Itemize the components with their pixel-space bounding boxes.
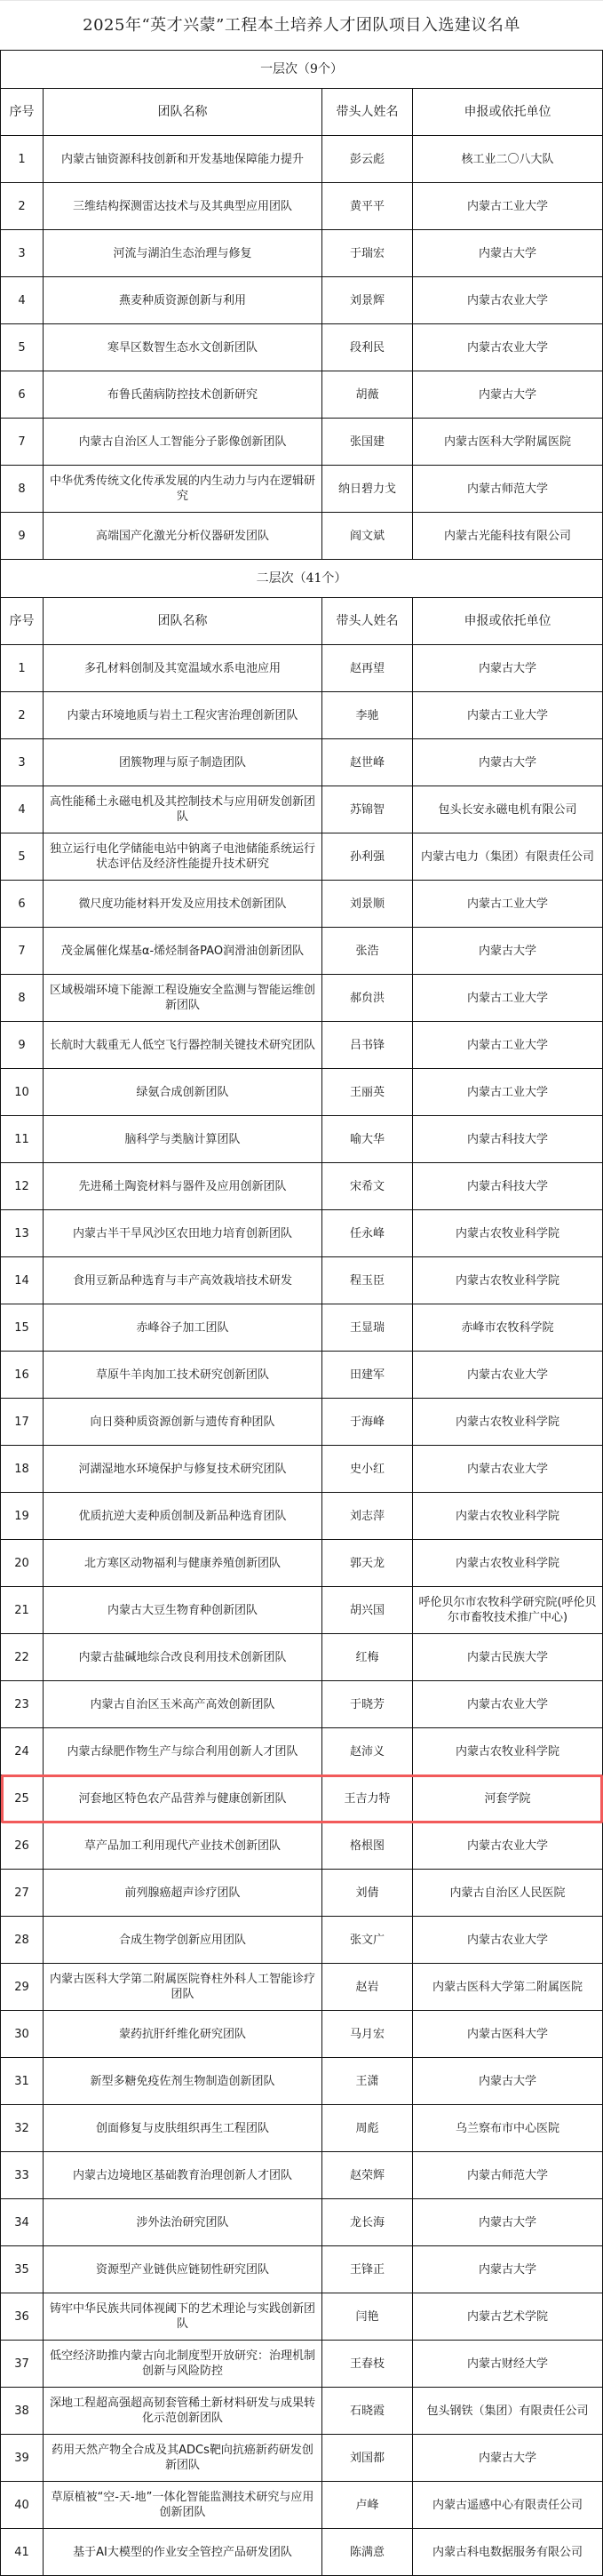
row-seq: 7 xyxy=(1,928,44,975)
row-seq: 4 xyxy=(1,277,44,324)
row-seq: 2 xyxy=(1,692,44,739)
table-row xyxy=(1,1587,603,1634)
table-row xyxy=(1,1116,603,1163)
row-seq: 32 xyxy=(1,2105,44,2152)
row-leader: 宋希文 xyxy=(322,1163,413,1210)
row-team-name: 内蒙古医科大学第二附属医院脊柱外科人工智能诊疗团队 xyxy=(44,1964,322,2011)
row-leader: 孙利强 xyxy=(322,833,413,881)
row-seq: 15 xyxy=(1,1304,44,1352)
row-seq: 20 xyxy=(1,1540,44,1587)
row-unit: 包头钢铁（集团）有限责任公司 xyxy=(413,2388,603,2435)
table-row xyxy=(1,371,603,419)
row-leader: 闫艳 xyxy=(322,2293,413,2341)
section-label: 二层次（41个） xyxy=(1,560,603,598)
row-seq: 36 xyxy=(1,2293,44,2341)
row-seq: 5 xyxy=(1,324,44,371)
row-leader: 格根图 xyxy=(322,1822,413,1870)
column-header-row xyxy=(1,598,603,645)
row-seq: 13 xyxy=(1,1210,44,1257)
row-seq: 4 xyxy=(1,786,44,833)
table-row xyxy=(1,833,603,881)
row-team-name: 药用天然产物全合成及其ADCs靶向抗癌新药研发创新团队 xyxy=(44,2435,322,2482)
row-seq: 27 xyxy=(1,1870,44,1917)
row-unit: 内蒙古农业大学 xyxy=(413,324,603,371)
row-leader: 阎文斌 xyxy=(322,513,413,560)
table-row xyxy=(1,324,603,371)
table-row xyxy=(1,1728,603,1775)
row-seq: 12 xyxy=(1,1163,44,1210)
row-unit: 内蒙古光能科技有限公司 xyxy=(413,513,603,560)
row-unit: 内蒙古工业大学 xyxy=(413,1069,603,1116)
row-team-name: 脑科学与类脑计算团队 xyxy=(44,1116,322,1163)
row-team-name: 内蒙古半干旱风沙区农田地力培育创新团队 xyxy=(44,1210,322,1257)
row-seq: 11 xyxy=(1,1116,44,1163)
row-team-name: 优质抗逆大麦种质创制及新品种选育团队 xyxy=(44,1493,322,1540)
row-leader: 刘倩 xyxy=(322,1870,413,1917)
table-row xyxy=(1,1870,603,1917)
row-unit: 内蒙古电力（集团）有限责任公司 xyxy=(413,833,603,881)
row-unit: 内蒙古工业大学 xyxy=(413,692,603,739)
row-leader: 赵再望 xyxy=(322,645,413,692)
row-leader: 陈满意 xyxy=(322,2529,413,2576)
row-team-name: 深地工程超高强超高韧套管稀土新材料研发与成果转化示范创新团队 xyxy=(44,2388,322,2435)
row-unit: 内蒙古财经大学 xyxy=(413,2341,603,2388)
row-team-name: 河流与湖泊生态治理与修复 xyxy=(44,230,322,277)
row-leader: 石晓霞 xyxy=(322,2388,413,2435)
row-seq: 5 xyxy=(1,833,44,881)
row-leader: 王丽英 xyxy=(322,1069,413,1116)
row-leader: 张国建 xyxy=(322,419,413,466)
row-unit: 内蒙古农牧业科学院 xyxy=(413,1540,603,1587)
row-unit: 内蒙古科电数据服务有限公司 xyxy=(413,2529,603,2576)
table-row xyxy=(1,1210,603,1257)
row-leader: 马月宏 xyxy=(322,2011,413,2058)
row-seq: 38 xyxy=(1,2388,44,2435)
row-leader: 于瑞宏 xyxy=(322,230,413,277)
row-leader: 王显瑞 xyxy=(322,1304,413,1352)
row-seq: 1 xyxy=(1,136,44,183)
row-unit: 内蒙古医科大学第二附属医院 xyxy=(413,1964,603,2011)
row-team-name: 涉外法治研究团队 xyxy=(44,2199,322,2246)
team-list-table xyxy=(0,50,603,2576)
row-team-name: 合成生物学创新应用团队 xyxy=(44,1917,322,1964)
row-seq: 31 xyxy=(1,2058,44,2105)
row-leader: 胡薇 xyxy=(322,371,413,419)
column-header-leader: 带头人姓名 xyxy=(322,598,413,645)
row-unit: 内蒙古师范大学 xyxy=(413,466,603,513)
row-team-name: 先进稀土陶瓷材料与器件及应用创新团队 xyxy=(44,1163,322,1210)
table-row xyxy=(1,1257,603,1304)
row-leader: 刘国都 xyxy=(322,2435,413,2482)
row-unit: 内蒙古农业大学 xyxy=(413,1446,603,1493)
row-unit: 内蒙古遥感中心有限责任公司 xyxy=(413,2482,603,2529)
row-leader: 周彪 xyxy=(322,2105,413,2152)
row-seq: 28 xyxy=(1,1917,44,1964)
table-row xyxy=(1,2011,603,2058)
row-team-name: 北方寒区动物福利与健康养殖创新团队 xyxy=(44,1540,322,1587)
row-leader: 李驰 xyxy=(322,692,413,739)
table-row xyxy=(1,2105,603,2152)
row-leader: 吕书锋 xyxy=(322,1022,413,1069)
row-leader: 郭天龙 xyxy=(322,1540,413,1587)
row-team-name: 燕麦种质资源创新与利用 xyxy=(44,277,322,324)
row-unit: 内蒙古工业大学 xyxy=(413,881,603,928)
row-unit: 内蒙古农牧业科学院 xyxy=(413,1399,603,1446)
row-leader: 刘志萍 xyxy=(322,1493,413,1540)
table-row xyxy=(1,136,603,183)
row-seq: 10 xyxy=(1,1069,44,1116)
row-unit: 内蒙古工业大学 xyxy=(413,975,603,1022)
row-seq: 22 xyxy=(1,1634,44,1681)
row-team-name: 团簇物理与原子制造团队 xyxy=(44,739,322,786)
row-unit: 内蒙古工业大学 xyxy=(413,183,603,230)
row-team-name: 三维结构探测雷达技术与及其典型应用团队 xyxy=(44,183,322,230)
column-header-row xyxy=(1,89,603,136)
row-team-name: 内蒙古绿肥作物生产与综合利用创新人才团队 xyxy=(44,1728,322,1775)
row-unit: 内蒙古大学 xyxy=(413,645,603,692)
row-team-name: 向日葵种质资源创新与遗传育种团队 xyxy=(44,1399,322,1446)
row-leader: 龙长海 xyxy=(322,2199,413,2246)
row-seq: 1 xyxy=(1,645,44,692)
row-leader: 赵沛义 xyxy=(322,1728,413,1775)
section-header-row xyxy=(1,51,603,89)
row-unit: 呼伦贝尔市农牧科学研究院(呼伦贝尔市畜牧技术推广中心) xyxy=(413,1587,603,1634)
row-seq: 37 xyxy=(1,2341,44,2388)
row-leader: 赵世峰 xyxy=(322,739,413,786)
row-leader: 红梅 xyxy=(322,1634,413,1681)
table-row xyxy=(1,2293,603,2341)
row-team-name: 微尺度功能材料开发及应用技术创新团队 xyxy=(44,881,322,928)
column-header-team-name: 团队名称 xyxy=(44,598,322,645)
row-leader: 王潇 xyxy=(322,2058,413,2105)
table-row xyxy=(1,2482,603,2529)
row-leader: 于海峰 xyxy=(322,1399,413,1446)
row-seq: 6 xyxy=(1,371,44,419)
row-team-name: 内蒙古自治区人工智能分子影像创新团队 xyxy=(44,419,322,466)
table-row xyxy=(1,277,603,324)
table-row xyxy=(1,1634,603,1681)
row-leader: 郝贠洪 xyxy=(322,975,413,1022)
table-row xyxy=(1,2058,603,2105)
row-leader: 王锋正 xyxy=(322,2246,413,2293)
row-leader: 喻大华 xyxy=(322,1116,413,1163)
row-unit: 内蒙古民族大学 xyxy=(413,1634,603,1681)
column-header-unit: 申报或依托单位 xyxy=(413,598,603,645)
row-seq: 19 xyxy=(1,1493,44,1540)
row-unit: 内蒙古大学 xyxy=(413,2199,603,2246)
row-seq: 3 xyxy=(1,739,44,786)
table-row xyxy=(1,2246,603,2293)
row-leader: 赵荣辉 xyxy=(322,2152,413,2199)
row-unit: 内蒙古工业大学 xyxy=(413,1022,603,1069)
row-unit: 内蒙古医科大学 xyxy=(413,2011,603,2058)
row-unit: 内蒙古大学 xyxy=(413,928,603,975)
row-unit: 内蒙古大学 xyxy=(413,2246,603,2293)
row-team-name: 内蒙古自治区玉米高产高效创新团队 xyxy=(44,1681,322,1728)
table-row xyxy=(1,513,603,560)
row-leader: 任永峰 xyxy=(322,1210,413,1257)
row-leader: 彭云彪 xyxy=(322,136,413,183)
row-leader: 刘景辉 xyxy=(322,277,413,324)
table-row xyxy=(1,1304,603,1352)
table-row xyxy=(1,2152,603,2199)
row-team-name: 铸牢中华民族共同体视阈下的艺术理论与实践创新团队 xyxy=(44,2293,322,2341)
table-row xyxy=(1,2388,603,2435)
row-leader: 张浩 xyxy=(322,928,413,975)
row-unit: 内蒙古农业大学 xyxy=(413,1822,603,1870)
table-row xyxy=(1,183,603,230)
row-seq: 2 xyxy=(1,183,44,230)
section-header-row xyxy=(1,560,603,598)
table-row xyxy=(1,928,603,975)
row-team-name: 区域极端环境下能源工程设施安全监测与智能运维创新团队 xyxy=(44,975,322,1022)
row-seq: 8 xyxy=(1,466,44,513)
row-team-name: 中华优秀传统文化传承发展的内生动力与内在逻辑研究 xyxy=(44,466,322,513)
table-row xyxy=(1,1775,603,1822)
row-leader: 王春枝 xyxy=(322,2341,413,2388)
row-seq: 14 xyxy=(1,1257,44,1304)
table-row xyxy=(1,1681,603,1728)
table-row xyxy=(1,1540,603,1587)
row-seq: 33 xyxy=(1,2152,44,2199)
row-leader: 田建军 xyxy=(322,1352,413,1399)
row-unit: 包头长安永磁电机有限公司 xyxy=(413,786,603,833)
column-header-team-name: 团队名称 xyxy=(44,89,322,136)
row-seq: 35 xyxy=(1,2246,44,2293)
row-team-name: 绿氨合成创新团队 xyxy=(44,1069,322,1116)
row-unit: 内蒙古农业大学 xyxy=(413,1352,603,1399)
table-row xyxy=(1,466,603,513)
row-team-name: 茂金属催化煤基α-烯烃制备PAO润滑油创新团队 xyxy=(44,928,322,975)
row-seq: 41 xyxy=(1,2529,44,2576)
row-seq: 24 xyxy=(1,1728,44,1775)
row-seq: 25 xyxy=(1,1775,44,1822)
row-leader: 于晓芳 xyxy=(322,1681,413,1728)
row-unit: 赤峰市农牧科学院 xyxy=(413,1304,603,1352)
row-leader: 苏锦智 xyxy=(322,786,413,833)
row-seq: 23 xyxy=(1,1681,44,1728)
row-leader: 张文广 xyxy=(322,1917,413,1964)
row-team-name: 低空经济助推内蒙古向北制度型开放研究：治理机制创新与风险防控 xyxy=(44,2341,322,2388)
row-unit: 内蒙古农牧业科学院 xyxy=(413,1493,603,1540)
row-team-name: 内蒙古大豆生物育种创新团队 xyxy=(44,1587,322,1634)
table-row xyxy=(1,230,603,277)
row-seq: 17 xyxy=(1,1399,44,1446)
row-team-name: 蒙药抗肝纤维化研究团队 xyxy=(44,2011,322,2058)
row-team-name: 寒旱区数智生态水文创新团队 xyxy=(44,324,322,371)
table-row xyxy=(1,2435,603,2482)
row-unit: 内蒙古大学 xyxy=(413,230,603,277)
row-team-name: 创面修复与皮肤组织再生工程团队 xyxy=(44,2105,322,2152)
row-leader: 纳日碧力戈 xyxy=(322,466,413,513)
row-leader: 黄平平 xyxy=(322,183,413,230)
row-unit: 核工业二〇八大队 xyxy=(413,136,603,183)
row-leader: 胡兴国 xyxy=(322,1587,413,1634)
row-team-name: 基于AI大模型的作业安全管控产品研发团队 xyxy=(44,2529,322,2576)
row-team-name: 草产品加工利用现代产业技术创新团队 xyxy=(44,1822,322,1870)
table-row xyxy=(1,1917,603,1964)
row-seq: 3 xyxy=(1,230,44,277)
row-team-name: 资源型产业链供应链韧性研究团队 xyxy=(44,2246,322,2293)
section-label: 一层次（9个） xyxy=(1,51,603,89)
row-team-name: 内蒙古铀资源科技创新和开发基地保障能力提升 xyxy=(44,136,322,183)
row-seq: 7 xyxy=(1,419,44,466)
row-leader: 史小红 xyxy=(322,1446,413,1493)
row-seq: 21 xyxy=(1,1587,44,1634)
table-row xyxy=(1,1446,603,1493)
row-seq: 34 xyxy=(1,2199,44,2246)
row-unit: 内蒙古医科大学附属医院 xyxy=(413,419,603,466)
row-team-name: 河套地区特色农产品营养与健康创新团队 xyxy=(44,1775,322,1822)
table-row xyxy=(1,419,603,466)
row-unit: 内蒙古科技大学 xyxy=(413,1163,603,1210)
row-unit: 内蒙古农业大学 xyxy=(413,277,603,324)
row-unit: 内蒙古农业大学 xyxy=(413,1681,603,1728)
table-row xyxy=(1,1822,603,1870)
row-unit: 乌兰察布市中心医院 xyxy=(413,2105,603,2152)
table-row xyxy=(1,1493,603,1540)
table-row xyxy=(1,1399,603,1446)
row-leader: 程玉臣 xyxy=(322,1257,413,1304)
table-row xyxy=(1,1163,603,1210)
row-team-name: 多孔材料创制及其宽温域水系电池应用 xyxy=(44,645,322,692)
row-team-name: 独立运行电化学储能电站中钠离子电池储能系统运行状态评估及经济性能提升技术研究 xyxy=(44,833,322,881)
row-leader: 卢峰 xyxy=(322,2482,413,2529)
row-unit: 内蒙古自治区人民医院 xyxy=(413,1870,603,1917)
row-seq: 8 xyxy=(1,975,44,1022)
table-row xyxy=(1,786,603,833)
row-seq: 9 xyxy=(1,1022,44,1069)
row-unit: 内蒙古农业大学 xyxy=(413,1917,603,1964)
table-row xyxy=(1,1352,603,1399)
row-unit: 内蒙古师范大学 xyxy=(413,2152,603,2199)
row-seq: 29 xyxy=(1,1964,44,2011)
row-unit: 内蒙古科技大学 xyxy=(413,1116,603,1163)
column-header-leader: 带头人姓名 xyxy=(322,89,413,136)
row-unit: 河套学院 xyxy=(413,1775,603,1822)
table-row xyxy=(1,1069,603,1116)
table-row xyxy=(1,2341,603,2388)
row-unit: 内蒙古农牧业科学院 xyxy=(413,1257,603,1304)
row-team-name: 赤峰谷子加工团队 xyxy=(44,1304,322,1352)
row-team-name: 新型多糖免疫佐剂生物制造创新团队 xyxy=(44,2058,322,2105)
column-header-seq: 序号 xyxy=(1,598,44,645)
row-team-name: 内蒙古环境地质与岩土工程灾害治理创新团队 xyxy=(44,692,322,739)
table-row xyxy=(1,1964,603,2011)
row-leader: 段利民 xyxy=(322,324,413,371)
row-unit: 内蒙古大学 xyxy=(413,371,603,419)
row-seq: 16 xyxy=(1,1352,44,1399)
row-unit: 内蒙古农牧业科学院 xyxy=(413,1210,603,1257)
row-seq: 39 xyxy=(1,2435,44,2482)
row-team-name: 内蒙古边境地区基础教育治理创新人才团队 xyxy=(44,2152,322,2199)
table-row xyxy=(1,2529,603,2576)
row-team-name: 草原植被“空-天-地”一体化智能监测技术研究与应用创新团队 xyxy=(44,2482,322,2529)
row-seq: 40 xyxy=(1,2482,44,2529)
row-team-name: 河湖湿地水环境保护与修复技术研究团队 xyxy=(44,1446,322,1493)
table-row xyxy=(1,1022,603,1069)
row-team-name: 前列腺癌超声诊疗团队 xyxy=(44,1870,322,1917)
row-team-name: 高性能稀土永磁电机及其控制技术与应用研发创新团队 xyxy=(44,786,322,833)
row-unit: 内蒙古大学 xyxy=(413,2435,603,2482)
row-unit: 内蒙古农牧业科学院 xyxy=(413,1728,603,1775)
row-team-name: 高端国产化激光分析仪器研发团队 xyxy=(44,513,322,560)
row-seq: 18 xyxy=(1,1446,44,1493)
row-seq: 6 xyxy=(1,881,44,928)
row-team-name: 内蒙古盐碱地综合改良利用技术创新团队 xyxy=(44,1634,322,1681)
row-leader: 赵岩 xyxy=(322,1964,413,2011)
row-leader: 王吉力特 xyxy=(322,1775,413,1822)
row-unit: 内蒙古大学 xyxy=(413,739,603,786)
column-header-seq: 序号 xyxy=(1,89,44,136)
table-row xyxy=(1,692,603,739)
document-title: 2025年“英才兴蒙”工程本土培养人才团队项目入选建议名单 xyxy=(0,0,603,50)
row-team-name: 长航时大载重无人低空飞行器控制关键技术研究团队 xyxy=(44,1022,322,1069)
table-row xyxy=(1,739,603,786)
table-row xyxy=(1,2199,603,2246)
row-seq: 26 xyxy=(1,1822,44,1870)
row-unit: 内蒙古大学 xyxy=(413,2058,603,2105)
table-row xyxy=(1,645,603,692)
row-leader: 刘景顺 xyxy=(322,881,413,928)
row-team-name: 布鲁氏菌病防控技术创新研究 xyxy=(44,371,322,419)
table-row xyxy=(1,975,603,1022)
row-seq: 30 xyxy=(1,2011,44,2058)
row-team-name: 食用豆新品种选育与丰产高效栽培技术研发 xyxy=(44,1257,322,1304)
row-team-name: 草原牛羊肉加工技术研究创新团队 xyxy=(44,1352,322,1399)
table-row xyxy=(1,881,603,928)
row-seq: 9 xyxy=(1,513,44,560)
column-header-unit: 申报或依托单位 xyxy=(413,89,603,136)
row-unit: 内蒙古艺术学院 xyxy=(413,2293,603,2341)
